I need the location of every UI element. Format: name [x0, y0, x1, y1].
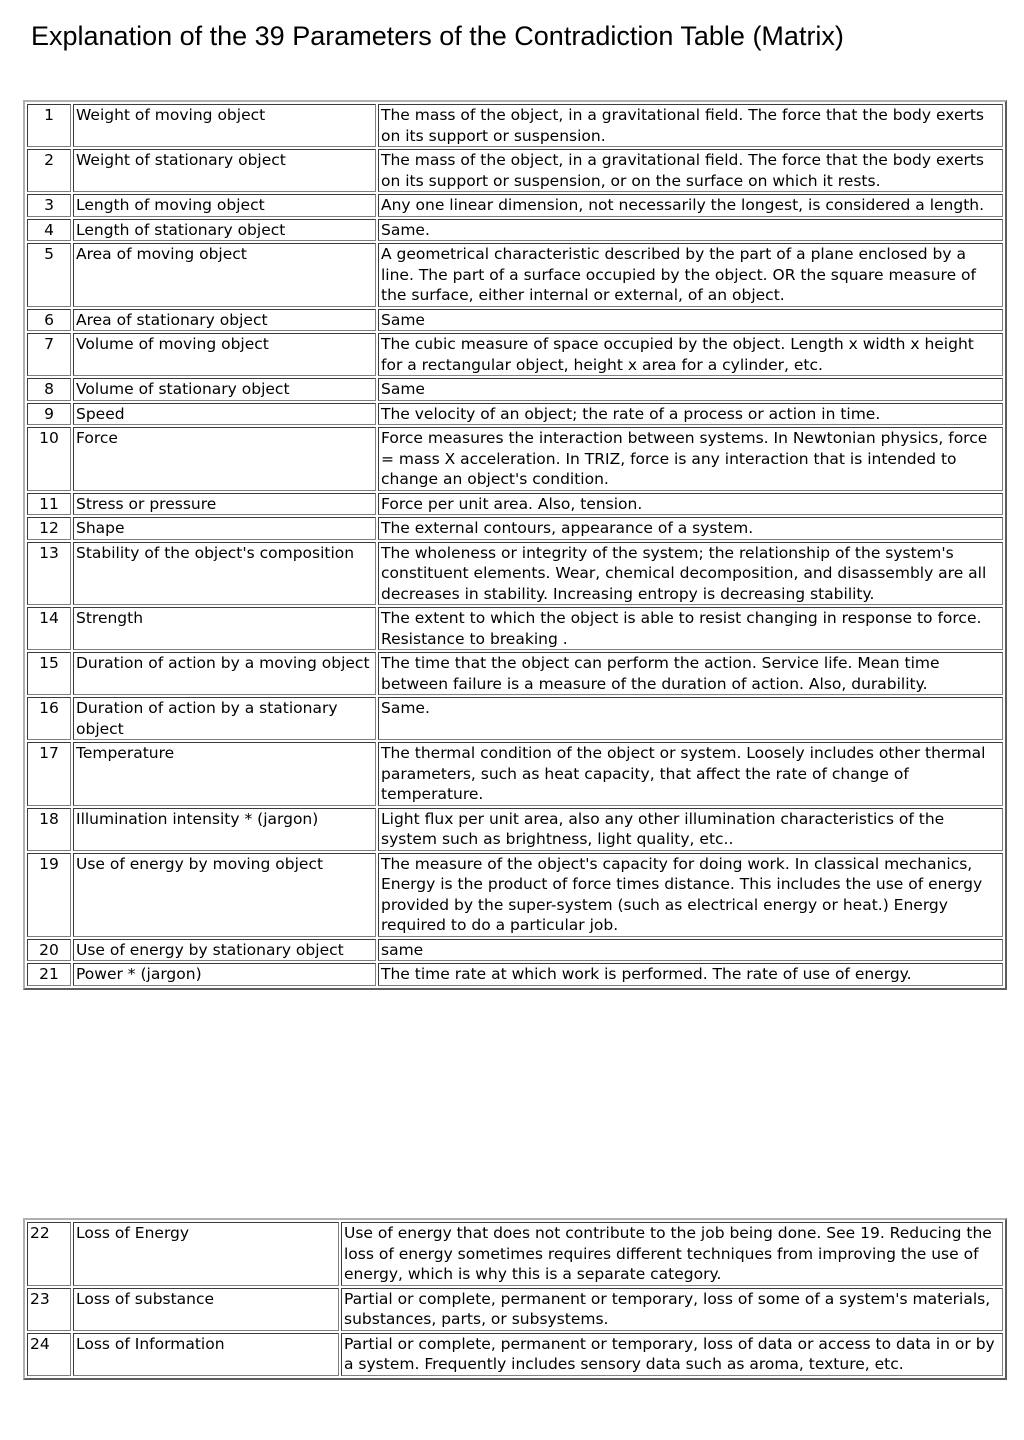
parameter-name: Stability of the object's composition [73, 542, 376, 606]
parameter-description: Partial or complete, permanent or temporary, loss of data or access to data in or by a system. Frequently includes sensory data such as aroma, texture, etc. [341, 1333, 1003, 1376]
parameter-name: Length of stationary object [73, 219, 376, 242]
parameter-number: 9 [27, 403, 71, 426]
parameter-row [27, 517, 1003, 540]
parameter-number: 13 [27, 542, 71, 606]
parameter-description: The external contours, appearance of a system. [378, 517, 1003, 540]
parameters-table-1-21 [23, 100, 1007, 990]
parameter-row [27, 243, 1003, 307]
parameter-name: Use of energy by moving object [73, 853, 376, 937]
parameter-row [27, 652, 1003, 695]
parameter-row [27, 194, 1003, 217]
parameter-description: The cubic measure of space occupied by the object. Length x width x height for a rectangular object, height x area for a cylinder, etc. [378, 333, 1003, 376]
parameter-description: The time rate at which work is performed. The rate of use of energy. [378, 963, 1003, 986]
parameter-description: The velocity of an object; the rate of a process or action in time. [378, 403, 1003, 426]
parameter-row [27, 1333, 1003, 1376]
parameter-number: 4 [27, 219, 71, 242]
parameter-description: The mass of the object, in a gravitational field. The force that the body exerts on its support or suspension. [378, 104, 1003, 147]
parameter-name: Length of moving object [73, 194, 376, 217]
parameter-row [27, 403, 1003, 426]
parameter-name: Power * (jargon) [73, 963, 376, 986]
parameter-description: Force measures the interaction between systems. In Newtonian physics, force = mass X acceleration. In TRIZ, force is any interaction that is intended to change an object's condition. [378, 427, 1003, 491]
parameter-row [27, 309, 1003, 332]
parameter-name: Stress or pressure [73, 493, 376, 516]
parameter-description: Same. [378, 219, 1003, 242]
parameter-row [27, 378, 1003, 401]
parameter-description: The measure of the object's capacity for doing work. In classical mechanics, Energy is the product of force times distance. This includes the use of energy provided by the super-system (such as electrical energy or heat.) Energy required to do a particular job. [378, 853, 1003, 937]
parameter-name: Weight of stationary object [73, 149, 376, 192]
parameter-number: 8 [27, 378, 71, 401]
parameter-description: The thermal condition of the object or system. Loosely includes other thermal parameters, such as heat capacity, that affect the rate of change of temperature. [378, 742, 1003, 806]
page-title: Explanation of the 39 Parameters of the Contradiction Table (Matrix) [31, 21, 844, 51]
parameter-number: 24 [27, 1333, 71, 1376]
parameter-number: 5 [27, 243, 71, 307]
parameter-description: Partial or complete, permanent or temporary, loss of some of a system's materials, substances, parts, or subsystems. [341, 1288, 1003, 1331]
parameter-name: Loss of substance [73, 1288, 339, 1331]
parameter-description: Light flux per unit area, also any other illumination characteristics of the system such as brightness, light quality, etc.. [378, 808, 1003, 851]
parameter-description: same [378, 939, 1003, 962]
parameter-description: Same [378, 309, 1003, 332]
parameter-name: Volume of stationary object [73, 378, 376, 401]
parameter-number: 18 [27, 808, 71, 851]
parameter-number: 1 [27, 104, 71, 147]
parameter-row [27, 1222, 1003, 1286]
parameter-number: 2 [27, 149, 71, 192]
parameter-row [27, 149, 1003, 192]
parameter-name: Speed [73, 403, 376, 426]
parameter-description: Use of energy that does not contribute to the job being done. See 19. Reducing the loss of energy sometimes requires different techniques from improving the use of energy, which is why this is a separate category. [341, 1222, 1003, 1286]
parameter-row [27, 104, 1003, 147]
parameter-name: Weight of moving object [73, 104, 376, 147]
parameter-row [27, 697, 1003, 740]
parameter-description: Any one linear dimension, not necessarily the longest, is considered a length. [378, 194, 1003, 217]
parameter-number: 3 [27, 194, 71, 217]
parameter-number: 23 [27, 1288, 71, 1331]
parameter-name: Illumination intensity * (jargon) [73, 808, 376, 851]
parameter-description: Same. [378, 697, 1003, 740]
parameter-number: 21 [27, 963, 71, 986]
parameter-row [27, 219, 1003, 242]
parameter-number: 16 [27, 697, 71, 740]
parameter-number: 20 [27, 939, 71, 962]
parameter-name: Area of stationary object [73, 309, 376, 332]
parameter-number: 15 [27, 652, 71, 695]
parameter-name: Temperature [73, 742, 376, 806]
parameter-row [27, 333, 1003, 376]
parameter-number: 11 [27, 493, 71, 516]
parameter-description: The mass of the object, in a gravitational field. The force that the body exerts on its support or suspension, or on the surface on which it rests. [378, 149, 1003, 192]
parameter-name: Force [73, 427, 376, 491]
parameter-name: Volume of moving object [73, 333, 376, 376]
parameter-row [27, 939, 1003, 962]
parameter-name: Duration of action by a moving object [73, 652, 376, 695]
parameter-row [27, 1288, 1003, 1331]
parameter-row [27, 853, 1003, 937]
parameter-number: 14 [27, 607, 71, 650]
parameter-number: 19 [27, 853, 71, 937]
parameter-row [27, 542, 1003, 606]
parameter-name: Loss of Information [73, 1333, 339, 1376]
parameter-row [27, 493, 1003, 516]
parameter-number: 22 [27, 1222, 71, 1286]
parameter-row [27, 808, 1003, 851]
parameter-name: Duration of action by a stationary object [73, 697, 376, 740]
parameter-number: 6 [27, 309, 71, 332]
parameter-number: 7 [27, 333, 71, 376]
parameter-name: Use of energy by stationary object [73, 939, 376, 962]
parameters-table-22-24 [23, 1218, 1007, 1380]
parameter-description: The time that the object can perform the action. Service life. Mean time between failure is a measure of the duration of action. Also, durability. [378, 652, 1003, 695]
parameter-description: Same [378, 378, 1003, 401]
parameter-name: Shape [73, 517, 376, 540]
parameter-number: 12 [27, 517, 71, 540]
parameter-name: Area of moving object [73, 243, 376, 307]
parameter-row [27, 963, 1003, 986]
parameter-name: Strength [73, 607, 376, 650]
parameter-row [27, 742, 1003, 806]
parameter-number: 10 [27, 427, 71, 491]
parameter-description: The extent to which the object is able to resist changing in response to force. Resistance to breaking . [378, 607, 1003, 650]
parameter-row [27, 607, 1003, 650]
parameter-description: Force per unit area. Also, tension. [378, 493, 1003, 516]
parameter-description: A geometrical characteristic described by the part of a plane enclosed by a line. The part of a surface occupied by the object. OR the square measure of the surface, either internal or external, of an object. [378, 243, 1003, 307]
parameter-description: The wholeness or integrity of the system; the relationship of the system's constituent elements. Wear, chemical decomposition, and disassembly are all decreases in stability. Increasing entropy is decreasing stability. [378, 542, 1003, 606]
parameter-number: 17 [27, 742, 71, 806]
parameter-row [27, 427, 1003, 491]
parameter-name: Loss of Energy [73, 1222, 339, 1286]
